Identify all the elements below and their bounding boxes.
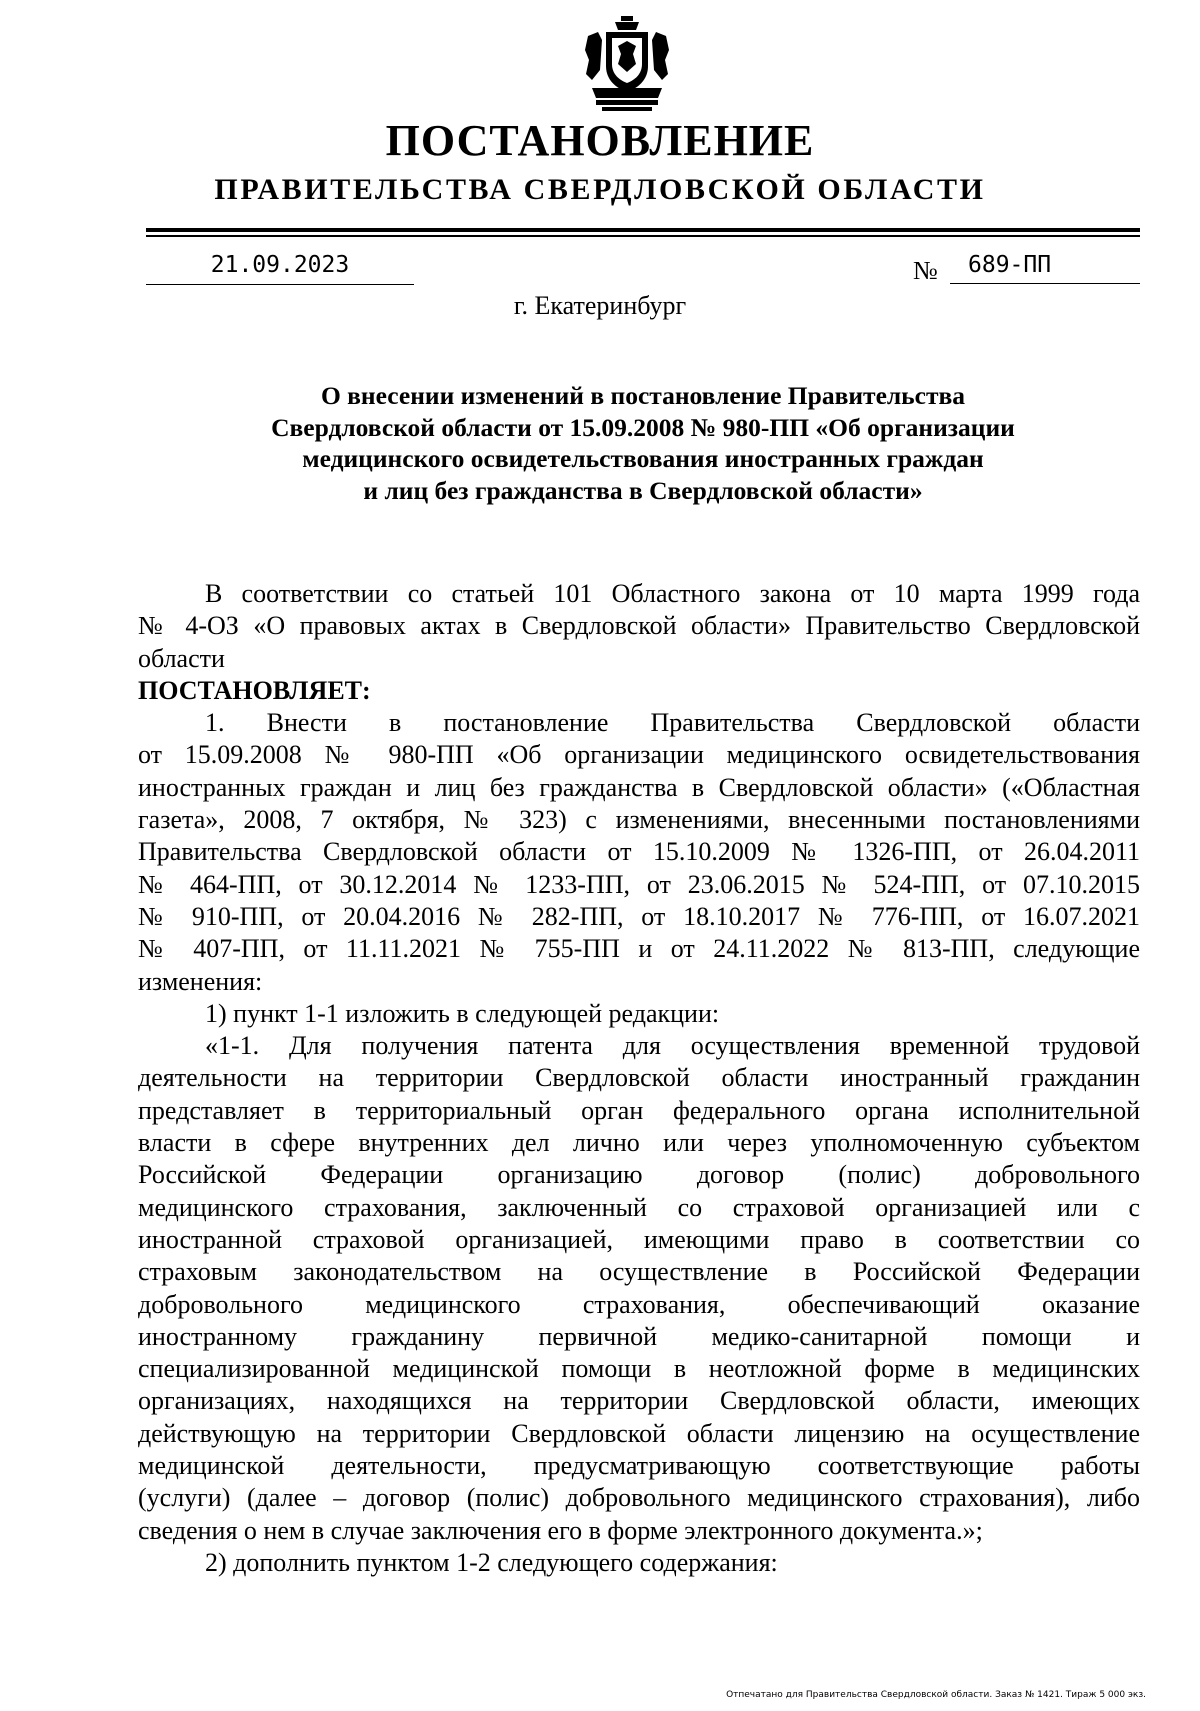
- body-line: (услуги) (далее – договор (полис) добровольного медицинского страхования), либо: [138, 1483, 1140, 1513]
- document-body: [138, 578, 1140, 1579]
- body-line: иностранной страховой организацией, имеющими право в соответствии со: [138, 1224, 1140, 1254]
- body-line: специализированной медицинской помощи в неотложной форме в медицинских: [138, 1354, 1140, 1384]
- body-line: власти в сфере внутренних дел лично или через уполномоченную субъектом: [138, 1128, 1140, 1158]
- body-line: действующую на территории Свердловской области лицензию на осуществление: [138, 1418, 1140, 1448]
- body-line: газета», 2008, 7 октября, № 323) с изменениями, внесенными постановлениями: [138, 805, 1140, 835]
- body-line: № 4-ОЗ «О правовых актах в Свердловской области» Правительство Свердловской: [138, 611, 1140, 641]
- body-line: представляет в территориальный орган федерального органа исполнительной: [138, 1095, 1140, 1125]
- body-line: сведения о нем в случае заключения его в форме электронного документа.»;: [138, 1515, 983, 1545]
- header-rule-thin: [146, 235, 1140, 237]
- body-line: 2) дополнить пунктом 1-2 следующего содержания:: [205, 1547, 778, 1577]
- print-footer: Отпечатано для Правительства Свердловской области. Заказ № 1421. Тираж 5 000 экз.: [726, 1690, 1146, 1700]
- body-line: добровольного медицинского страхования, обеспечивающий оказание: [138, 1289, 1140, 1319]
- body-line: № 464-ПП, от 30.12.2014 № 1233-ПП, от 23.06.2015 № 524-ПП, от 07.10.2015: [138, 869, 1140, 899]
- body-line: медицинского страхования, заключенный со страховой организацией или с: [138, 1192, 1140, 1222]
- heading-line: О внесении изменений в постановление Правительства: [320, 381, 966, 410]
- document-date: 21.09.2023: [146, 248, 414, 285]
- body-line: медицинской деятельности, предусматривающую соответствующие работы: [138, 1451, 1140, 1481]
- heading-line: медицинского освидетельствования иностранных граждан: [302, 444, 984, 473]
- body-line: Российской Федерации организацию договор (полис) добровольного: [138, 1160, 1140, 1190]
- resolves-heading: ПОСТАНОВЛЯЕТ:: [138, 675, 371, 705]
- body-line: № 407-ПП, от 11.11.2021 № 755-ПП и от 24.11.2022 № 813-ПП, следующие: [138, 934, 1140, 964]
- body-line: области: [138, 643, 225, 673]
- body-line: от 15.09.2008 № 980-ПП «Об организации медицинского освидетельствования: [138, 740, 1140, 770]
- document-type-title: ПОСТАНОВЛЕНИЕ: [385, 116, 815, 165]
- body-line: изменения:: [138, 966, 263, 996]
- issuing-authority-title: ПРАВИТЕЛЬСТВА СВЕРДЛОВСКОЙ ОБЛАСТИ: [214, 173, 986, 206]
- document-number: 689-ПП: [950, 248, 1140, 284]
- body-line: 1. Внести в постановление Правительства Свердловской области: [205, 708, 1140, 738]
- body-line: «1-1. Для получения патента для осуществления временной трудовой: [205, 1031, 1140, 1061]
- document-heading: [146, 380, 1140, 506]
- body-line: 1) пункт 1-1 изложить в следующей редакции:: [205, 998, 720, 1028]
- document-city: г. Екатеринбург: [513, 291, 687, 320]
- body-line: иностранных граждан и лиц без гражданства в Свердловской области» («Областная: [138, 772, 1140, 802]
- heading-line: Свердловской области от 15.09.2008 № 980-ПП «Об организации: [271, 412, 1015, 442]
- coat-of-arms-icon: [582, 14, 672, 114]
- body-line: иностранному гражданину первичной медико-санитарной помощи и: [138, 1321, 1140, 1351]
- body-line: № 910-ПП, от 20.04.2016 № 282-ПП, от 18.10.2017 № 776-ПП, от 16.07.2021: [138, 901, 1140, 931]
- body-line: страховым законодательством на осуществление в Российской Федерации: [138, 1257, 1140, 1287]
- body-line: В соответствии со статьей 101 Областного закона от 10 марта 1999 года: [205, 579, 1140, 608]
- heading-line: и лиц без гражданства в Свердловской области»: [363, 475, 923, 505]
- number-sign: №: [913, 256, 938, 285]
- body-line: деятельности на территории Свердловской области иностранный гражданин: [138, 1063, 1140, 1093]
- body-line: организациях, находящихся на территории Свердловской области, имеющих: [138, 1386, 1140, 1416]
- header-rule-thick: [146, 228, 1140, 232]
- body-line: Правительства Свердловской области от 15.10.2009 № 1326-ПП, от 26.04.2011: [138, 837, 1140, 867]
